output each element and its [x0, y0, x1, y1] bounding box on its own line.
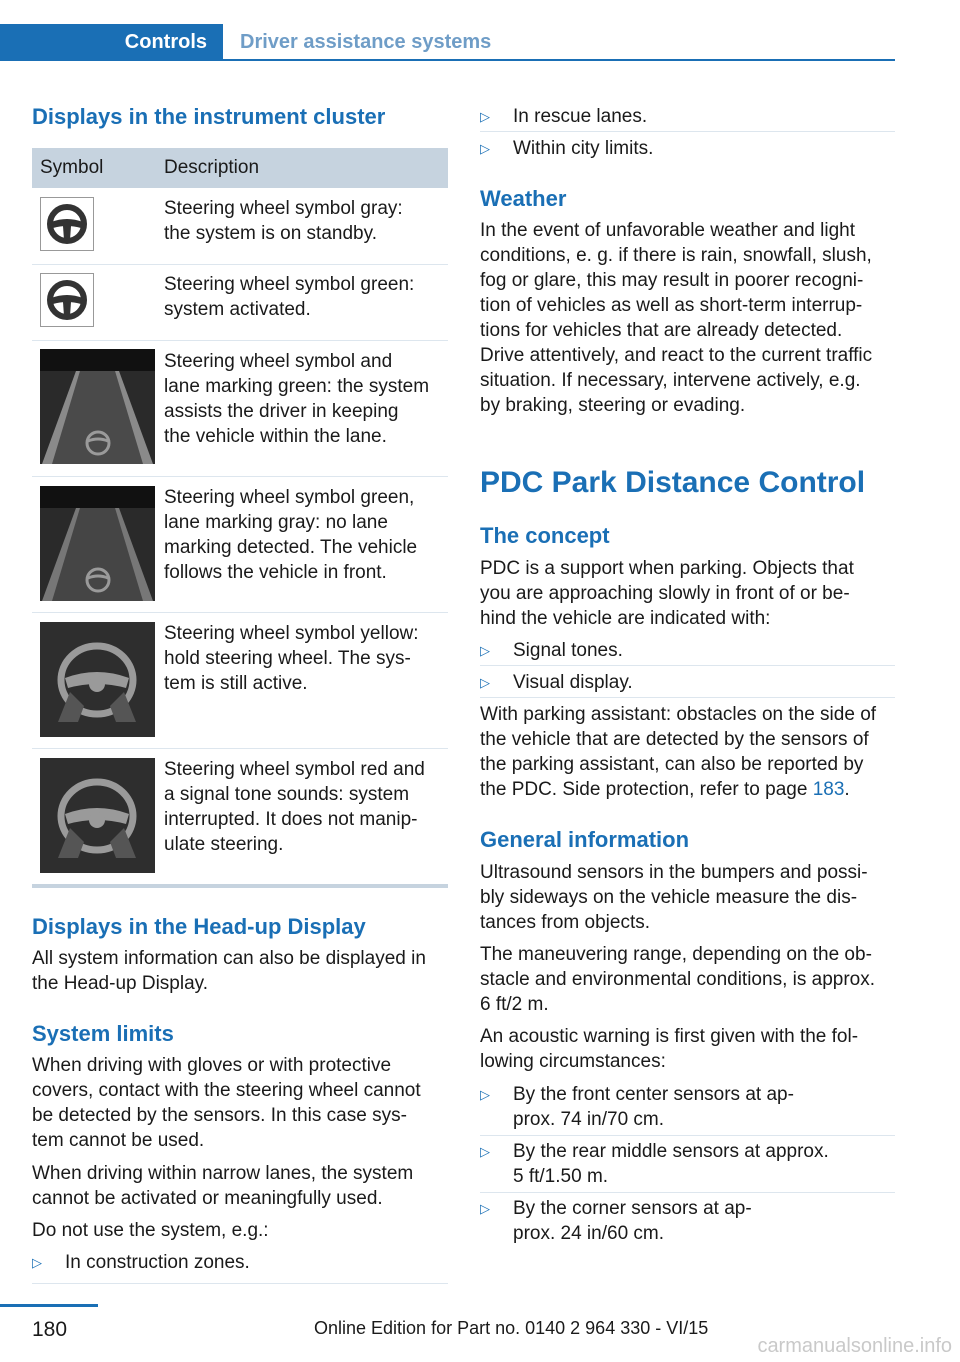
row-description-line: Steering wheel symbol red and [164, 759, 425, 780]
row-description-line: interrupted. It does not manip- [164, 809, 418, 830]
text-line: situation. If necessary, intervene actively, e.g. [480, 370, 861, 391]
row-description-line: assists the driver in keeping [164, 401, 399, 422]
section-tab: Controls [0, 24, 223, 60]
lane-marking-gray-icon [40, 486, 155, 601]
text-line: tances from objects. [480, 912, 651, 933]
list-divider [480, 1135, 895, 1136]
list-item-text: Within city limits. [513, 138, 654, 159]
hud-text [32, 946, 426, 996]
hold-steering-wheel-yellow-icon [40, 622, 155, 737]
list-item-text [513, 1139, 829, 1189]
text-fragment: the PDC. Side protection, refer to page [480, 779, 813, 800]
table-row [32, 341, 448, 476]
list-item [480, 638, 890, 663]
text-line: conditions, e. g. if there is rain, snowfall, slush, [480, 245, 872, 266]
text-line: lowing circumstances: [480, 1051, 666, 1072]
assistant-text [480, 702, 876, 802]
text-line: Ultrasound sensors in the bumpers and possi- [480, 862, 868, 883]
steering-wheel-gray-icon [40, 197, 94, 251]
table-row [32, 749, 448, 884]
row-description-line: Steering wheel symbol green, [164, 487, 415, 508]
list-divider [32, 1283, 448, 1284]
general-information-title: General information [480, 827, 690, 852]
text-line: By the front center sensors at ap- [513, 1084, 794, 1105]
triangle-bullet-icon: ▷ [480, 1087, 490, 1102]
general-text-3 [480, 1024, 858, 1074]
text-line: When driving within narrow lanes, the system [32, 1163, 414, 1184]
text-line: the parking assistant, can also be reported by [480, 754, 864, 775]
system-limits-text-3: Do not use the system, e.g.: [32, 1220, 269, 1241]
weather-text [480, 218, 872, 418]
text-line: tion of vehicles as well as short-term interrup- [480, 295, 863, 316]
page-header [0, 24, 895, 62]
list-item-text [513, 1196, 752, 1246]
watermark: carmanualsonline.info [757, 1335, 952, 1357]
table-row [32, 188, 448, 264]
text-line: An acoustic warning is first given with the fol- [480, 1026, 859, 1047]
text-line: the Head-up Display. [32, 973, 209, 994]
row-description-line: marking detected. The vehicle [164, 537, 418, 558]
system-limits-text-2 [32, 1161, 413, 1211]
text-line: the vehicle that are detected by the sensors of [480, 729, 869, 750]
text-line [480, 777, 876, 802]
list-item [480, 136, 890, 161]
page-number: 180 [32, 1318, 68, 1341]
hold-steering-wheel-red-icon [40, 758, 155, 873]
row-description-line: lane marking gray: no lane [164, 512, 388, 533]
list-divider [480, 665, 895, 666]
triangle-bullet-icon: ▷ [480, 643, 490, 658]
list-item [480, 104, 890, 129]
text-line: PDC is a support when parking. Objects that [480, 558, 854, 579]
weather-title: Weather [480, 186, 567, 211]
text-line: prox. 24 in/60 cm. [513, 1223, 665, 1244]
general-text-1 [480, 860, 868, 935]
text-line: 5 ft/1.50 m. [513, 1166, 609, 1187]
list-item [480, 1196, 890, 1246]
table-title: Displays in the instrument cluster [32, 104, 386, 129]
text-line: By the corner sensors at ap- [513, 1198, 752, 1219]
row-description-line: hold steering wheel. The sys- [164, 648, 411, 669]
text-line: prox. 74 in/70 cm. [513, 1109, 665, 1130]
table-row [32, 265, 448, 340]
triangle-bullet-icon: ▷ [32, 1255, 42, 1270]
subsection-tab: Driver assistance systems [240, 31, 492, 53]
row-description-line: Steering wheel symbol yellow: [164, 623, 419, 644]
list-divider [480, 1192, 895, 1193]
header-rule [0, 59, 895, 61]
header-description: Description [164, 157, 260, 178]
list-item-text: Signal tones. [513, 640, 623, 661]
text-line: covers, contact with the steering wheel cannot [32, 1080, 421, 1101]
steering-wheel-green-icon [40, 273, 94, 327]
concept-text [480, 556, 854, 631]
pdc-title: PDC Park Distance Control [480, 466, 866, 499]
text-line: hind the vehicle are indicated with: [480, 608, 771, 629]
text-line: The maneuvering range, depending on the ob- [480, 944, 872, 965]
text-line: by braking, steering or evading. [480, 395, 746, 416]
row-description-line: follows the vehicle in front. [164, 562, 387, 583]
concept-title: The concept [480, 523, 610, 548]
list-item-text: In rescue lanes. [513, 106, 648, 127]
list-divider [480, 697, 895, 698]
list-item [32, 1250, 432, 1275]
text-line: Drive attentively, and react to the current traffic [480, 345, 873, 366]
text-line: you are approaching slowly in front of or be- [480, 583, 850, 604]
hud-title: Displays in the Head-up Display [32, 914, 366, 939]
system-limits-text [32, 1053, 421, 1153]
text-line: be detected by the sensors. In this case sys- [32, 1105, 407, 1126]
table-row [32, 613, 448, 748]
text-line: All system information can also be displayed in [32, 948, 426, 969]
page-reference-link[interactable]: 183 [812, 779, 845, 800]
text-line: stacle and environmental conditions, is approx. [480, 969, 876, 990]
header-symbol: Symbol [40, 157, 104, 178]
row-description-line: lane marking green: the system [164, 376, 430, 397]
triangle-bullet-icon: ▷ [480, 1201, 490, 1216]
text-fragment: . [844, 779, 850, 800]
text-line: tem cannot be used. [32, 1130, 205, 1151]
triangle-bullet-icon: ▷ [480, 675, 490, 690]
triangle-bullet-icon: ▷ [480, 109, 490, 124]
text-line: 6 ft/2 m. [480, 994, 549, 1015]
row-description-line: the system is on standby. [164, 223, 377, 244]
list-item-text: Visual display. [513, 672, 633, 693]
lane-marking-green-icon [40, 349, 155, 464]
text-line: cannot be activated or meaningfully used. [32, 1188, 383, 1209]
row-description-line: ulate steering. [164, 834, 284, 855]
text-line: fog or glare, this may result in poorer recogni- [480, 270, 864, 291]
row-description-line: Steering wheel symbol green: [164, 274, 415, 295]
triangle-bullet-icon: ▷ [480, 1144, 490, 1159]
text-line: By the rear middle sensors at approx. [513, 1141, 829, 1162]
list-item-text [513, 1082, 794, 1132]
triangle-bullet-icon: ▷ [480, 141, 490, 156]
list-item [480, 670, 890, 695]
list-item [480, 1139, 890, 1189]
row-description-line: tem is still active. [164, 673, 308, 694]
list-item-text: In construction zones. [65, 1252, 250, 1273]
row-description-line: a signal tone sounds: system [164, 784, 410, 805]
row-description-line: system activated. [164, 299, 311, 320]
list-item [480, 1082, 890, 1132]
table-header [32, 148, 448, 188]
general-text-2 [480, 942, 875, 1017]
system-limits-title: System limits [32, 1021, 174, 1046]
table-row [32, 477, 448, 612]
page-number-rule [0, 1304, 98, 1307]
text-line: tions for vehicles that are already detected. [480, 320, 843, 341]
row-description-line: the vehicle within the lane. [164, 426, 387, 447]
text-line: When driving with gloves or with protective [32, 1055, 392, 1076]
edition-footer: Online Edition for Part no. 0140 2 964 330 - VI/15 [314, 1318, 709, 1338]
row-description-line: Steering wheel symbol and [164, 351, 393, 372]
text-line: In the event of unfavorable weather and light [480, 220, 855, 241]
text-line: bly sideways on the vehicle measure the dis- [480, 887, 858, 908]
list-divider [480, 131, 895, 132]
row-description-line: Steering wheel symbol gray: [164, 198, 403, 219]
text-line: With parking assistant: obstacles on the side of [480, 704, 877, 725]
table-bottom-rule [32, 884, 448, 888]
